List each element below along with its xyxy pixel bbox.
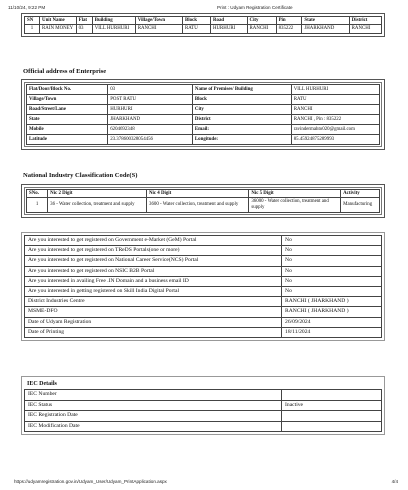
question-answer: 18/11/2024 [282, 327, 382, 337]
question-answer: RANCHI ( JHARKHAND ) [282, 307, 382, 317]
question-label: Are you interested in availing Free .IN Domain and a business email ID [25, 276, 282, 286]
unit-details-table [24, 16, 382, 34]
col-header: Nic 4 Digit [147, 190, 249, 198]
official-address-panel [21, 79, 385, 150]
table-cell: RATU [183, 25, 211, 33]
col-header: SNo. [27, 190, 48, 198]
question-answer: RANCHI ( JHARKHAND ) [282, 297, 382, 307]
iec-panel [21, 376, 385, 435]
table-row [25, 421, 382, 432]
table-cell: JHARKHAND [302, 25, 349, 33]
iec-value: Inactive [282, 400, 382, 411]
iec-table [24, 389, 382, 432]
col-header: Nic 2 Digit [48, 190, 147, 198]
official-address-table [26, 84, 380, 145]
field-label: Latitude [27, 134, 108, 144]
field-label: State [27, 114, 108, 124]
official-address-inner [24, 82, 382, 147]
field-label: Flat/Door/Block No. [27, 85, 108, 95]
print-datetime: 11/10/24, 9:22 PM [8, 5, 46, 10]
iec-title: IEC Details [27, 381, 57, 387]
field-label: City [192, 104, 291, 114]
table-row [25, 411, 382, 422]
nic-panel [21, 184, 385, 218]
page-number: 4/4 [391, 479, 398, 484]
col-header: District [349, 17, 381, 25]
field-value: HURHURI [108, 104, 193, 114]
registration-questions-table [24, 235, 382, 338]
print-title: Print : Udyam Registration Certificate [217, 5, 293, 10]
col-header: Road [210, 17, 247, 25]
question-answer: No [282, 266, 382, 276]
question-answer: No [282, 286, 382, 296]
field-label: Mobile [27, 124, 108, 134]
col-header: Block [183, 17, 211, 25]
table-row [25, 307, 382, 317]
nic-table [26, 189, 380, 213]
table-cell: 1 [27, 198, 48, 212]
iec-label: IEC Registration Date [25, 411, 282, 422]
question-answer: No [282, 236, 382, 246]
table-row [27, 134, 380, 144]
field-label: District [192, 114, 291, 124]
field-value: JHARKHAND [108, 114, 193, 124]
field-value: POST RATU [108, 94, 193, 104]
field-label: Email: [192, 124, 291, 134]
field-label: Block [192, 94, 291, 104]
field-value: 23.378600328054456 [108, 134, 193, 144]
table-row [27, 114, 380, 124]
question-answer: 26/09/2024 [282, 317, 382, 327]
question-label: Date of Udyam Registration [25, 317, 282, 327]
table-row [25, 266, 382, 276]
nic-header-row [27, 190, 380, 198]
page-url[interactable]: https://udyamregistration.gov.in/Udyam_User/Udyam_PrintApplication.aspx [14, 479, 167, 484]
table-cell: 36000 - Water collection, treatment and supply [249, 198, 341, 212]
table-cell: RANCHI [135, 25, 182, 33]
iec-label: IEC Number [25, 390, 282, 401]
iec-label: IEC Modification Date [25, 421, 282, 432]
table-cell: 36 - Water collection, treatment and supply [48, 198, 147, 212]
table-row [25, 317, 382, 327]
question-label: Are you interested to get registered on NSIC B2B Portal [25, 266, 282, 276]
table-cell: 03 [76, 25, 92, 33]
table-cell: 3600 - Water collection, treatment and supply [147, 198, 249, 212]
table-row [27, 198, 380, 212]
unit-header-row [25, 17, 382, 25]
table-cell: RAIN MONEY [40, 25, 77, 33]
field-value: RANCHI [291, 104, 379, 114]
field-label: Name of Premises/ Building [192, 85, 291, 95]
official-address-title: Official address of Enterprise [23, 68, 107, 75]
question-answer: No [282, 246, 382, 256]
field-value: 85.45924875289993 [291, 134, 379, 144]
question-answer: No [282, 276, 382, 286]
table-row [25, 246, 382, 256]
table-row [25, 327, 382, 337]
table-row [27, 94, 380, 104]
field-value: 6204692348 [108, 124, 193, 134]
table-cell: HURHURI [210, 25, 247, 33]
field-label: Road/Street/Lane [27, 104, 108, 114]
table-row [27, 124, 380, 134]
col-header: Nic 5 Digit [249, 190, 341, 198]
col-header: State [302, 17, 349, 25]
col-header: City [247, 17, 276, 25]
question-label: MSME-DFO [25, 307, 282, 317]
table-cell: 835222 [276, 25, 302, 33]
table-row [25, 286, 382, 296]
field-value: VILL HURHURI [291, 85, 379, 95]
col-header: Unit Name [40, 17, 77, 25]
field-value: RATU [291, 94, 379, 104]
field-value: ravindermahto020@gmail.com [291, 124, 379, 134]
iec-value [282, 390, 382, 401]
question-label: Are you interested to get registered on National Career Service(NCS) Portal [25, 256, 282, 266]
nic-inner [24, 187, 382, 215]
field-value: 03 [108, 85, 193, 95]
iec-value [282, 421, 382, 432]
table-row [25, 400, 382, 411]
col-header: Flat [76, 17, 92, 25]
table-cell: RANCHI [247, 25, 276, 33]
col-header: Pin [276, 17, 302, 25]
col-header: Village/Town [135, 17, 182, 25]
unit-details-panel [21, 13, 385, 37]
question-label: Are you interested to get registered on TReDS Portals(one or more) [25, 246, 282, 256]
table-row [25, 236, 382, 246]
question-label: District Industries Centre [25, 297, 282, 307]
registration-questions-panel [21, 232, 385, 341]
table-cell: VILL HURHURI [92, 25, 135, 33]
col-header: Building [92, 17, 135, 25]
iec-label: IEC Status [25, 400, 282, 411]
table-cell: 1 [25, 25, 40, 33]
field-label: Village/Town [27, 94, 108, 104]
table-cell: Manufacturing [341, 198, 380, 212]
question-answer: No [282, 256, 382, 266]
nic-title: National Industry Classification Code(S) [23, 172, 138, 179]
table-cell: RANCHI [349, 25, 381, 33]
field-value: RANCHI , Pin : 835222 [291, 114, 379, 124]
col-header: Activity [341, 190, 380, 198]
table-row [27, 85, 380, 95]
question-label: Date of Printing [25, 327, 282, 337]
table-row [25, 256, 382, 266]
table-row [25, 390, 382, 401]
question-label: Are you interested to get registered on Government e-Market (GeM) Portal [25, 236, 282, 246]
iec-value [282, 411, 382, 422]
col-header: SN [25, 17, 40, 25]
table-row [25, 276, 382, 286]
question-label: Are you interested in getting registered on Skill India Digital Portal [25, 286, 282, 296]
table-row [25, 25, 382, 33]
field-label: Longitude: [192, 134, 291, 144]
table-row [25, 297, 382, 307]
table-row [27, 104, 380, 114]
